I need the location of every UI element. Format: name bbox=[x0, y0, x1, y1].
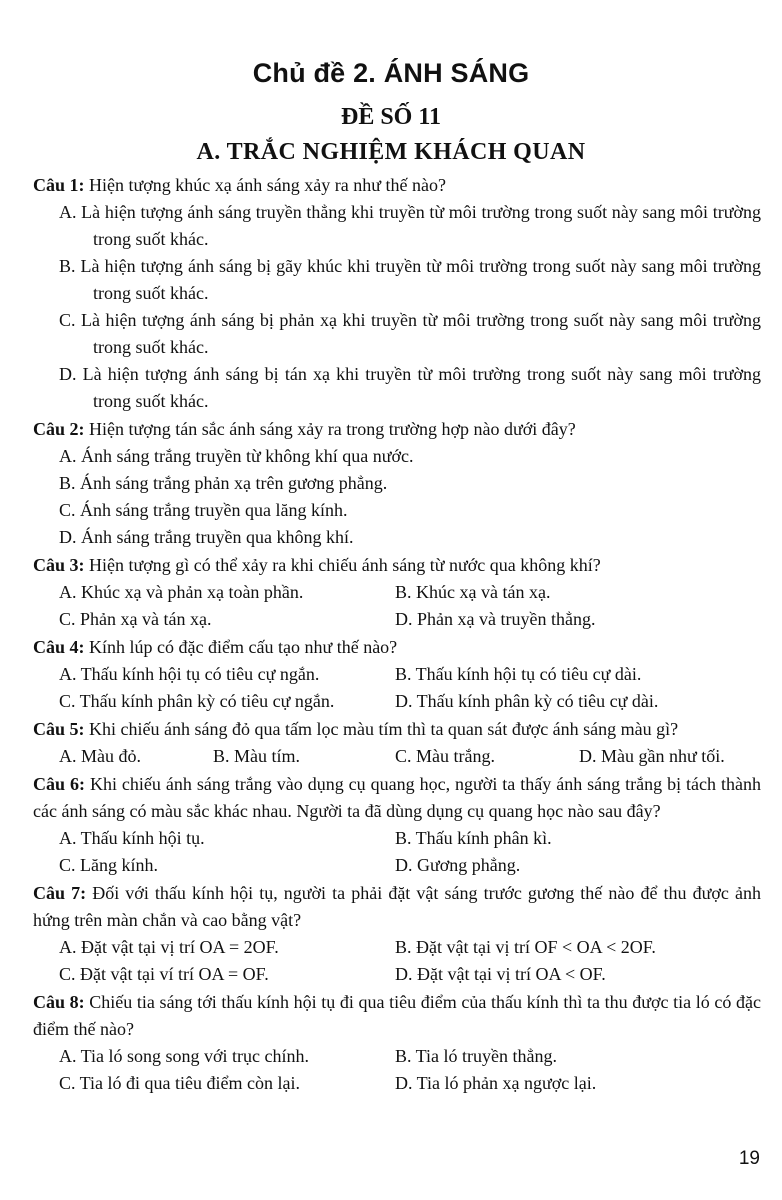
options-grid bbox=[33, 1043, 761, 1097]
options-grid bbox=[33, 579, 761, 633]
question-label: Câu 7: bbox=[33, 883, 87, 903]
option-a: A. Khúc xạ và phản xạ toàn phần. bbox=[59, 582, 304, 602]
question-text: Khi chiếu ánh sáng đỏ qua tấm lọc màu tím thì ta quan sát được ánh sáng màu gì? bbox=[84, 719, 679, 739]
option-c: C. Là hiện tượng ánh sáng bị phản xạ khi truyền từ môi trường trong suốt này sang môi trường trong suốt khác. bbox=[59, 310, 761, 357]
option-a: A. Ánh sáng trắng truyền từ không khí qua nước. bbox=[59, 446, 414, 466]
options-grid bbox=[33, 825, 761, 879]
question-stem bbox=[33, 880, 761, 934]
question-stem bbox=[33, 552, 761, 579]
question-stem bbox=[33, 771, 761, 825]
question-label: Câu 2: bbox=[33, 419, 85, 439]
option-b: B. Khúc xạ và tán xạ. bbox=[395, 582, 551, 602]
option-a: A. Màu đỏ. bbox=[59, 746, 141, 766]
option-a: A. Thấu kính hội tụ có tiêu cự ngắn. bbox=[59, 664, 320, 684]
question-list bbox=[33, 172, 761, 1098]
question-4 bbox=[33, 634, 761, 715]
question-label: Câu 5: bbox=[33, 719, 85, 739]
option-c: C. Lăng kính. bbox=[59, 855, 158, 875]
option-d: D. Màu gần như tối. bbox=[579, 746, 725, 766]
option-c: C. Ánh sáng trắng truyền qua lăng kính. bbox=[59, 500, 348, 520]
question-label: Câu 6: bbox=[33, 774, 85, 794]
option-b: B. Ánh sáng trắng phản xạ trên gương phẳng. bbox=[59, 473, 388, 493]
question-stem bbox=[33, 172, 761, 199]
option-c: C. Phản xạ và tán xạ. bbox=[59, 609, 212, 629]
option-d: D. Thấu kính phân kỳ có tiêu cự dài. bbox=[395, 691, 659, 711]
option-b: B. Là hiện tượng ánh sáng bị gãy khúc khi truyền từ môi trường trong suốt này sang môi trường trong suốt khác. bbox=[59, 256, 761, 303]
question-text: Hiện tượng khúc xạ ánh sáng xảy ra như thế nào? bbox=[84, 175, 446, 195]
option-d: D. Đặt vật tại vị trí OA < OF. bbox=[395, 964, 606, 984]
option-b: B. Thấu kính hội tụ có tiêu cự dài. bbox=[395, 664, 642, 684]
options-grid bbox=[33, 661, 761, 715]
question-stem bbox=[33, 716, 761, 743]
question-2 bbox=[33, 416, 761, 551]
options-row bbox=[33, 743, 761, 770]
question-3 bbox=[33, 552, 761, 633]
exam-title: ĐỀ SỐ 11 bbox=[340, 104, 442, 130]
option-a: A. Thấu kính hội tụ. bbox=[59, 828, 205, 848]
question-text: Đối với thấu kính hội tụ, người ta phải đặt vật sáng trước gương thế nào để thu được ảnh hứng trên màn chắn và cao bằng vật? bbox=[33, 883, 761, 930]
option-c: C. Đặt vật tại ví trí OA = OF. bbox=[59, 964, 269, 984]
option-b: B. Đặt vật tại vị trí OF < OA < 2OF. bbox=[395, 937, 656, 957]
option-d: D. Là hiện tượng ánh sáng bị tán xạ khi truyền từ môi trường trong suốt này sang môi trường trong suốt khác. bbox=[59, 364, 761, 411]
question-stem bbox=[33, 416, 761, 443]
question-7 bbox=[33, 880, 761, 988]
page-number: 19 bbox=[738, 1148, 760, 1169]
option-d: D. Gương phẳng. bbox=[395, 855, 521, 875]
section-title: A. TRẮC NGHIỆM KHÁCH QUAN bbox=[196, 139, 586, 165]
option-c: C. Tia ló đi qua tiêu điểm còn lại. bbox=[59, 1073, 300, 1093]
question-stem bbox=[33, 989, 761, 1043]
option-b: B. Thấu kính phân kì. bbox=[395, 828, 552, 848]
question-5 bbox=[33, 716, 761, 770]
option-d: D. Tia ló phản xạ ngược lại. bbox=[395, 1073, 597, 1093]
question-stem bbox=[33, 634, 761, 661]
option-c: C. Màu trắng. bbox=[395, 746, 495, 766]
question-label: Câu 8: bbox=[33, 992, 85, 1012]
option-d: D. Ánh sáng trắng truyền qua không khí. bbox=[59, 527, 354, 547]
option-c: C. Thấu kính phân kỳ có tiêu cự ngắn. bbox=[59, 691, 335, 711]
question-text: Kính lúp có đặc điểm cấu tạo như thế nào? bbox=[84, 637, 398, 657]
option-d: D. Phản xạ và truyền thẳng. bbox=[395, 609, 596, 629]
question-1 bbox=[33, 172, 761, 415]
question-text: Khi chiếu ánh sáng trắng vào dụng cụ quang học, người ta thấy ánh sáng trắng bị tách thành các ánh sáng có màu sắc khác nhau. Người ta đã dùng dụng cụ quang học nào sau đây? bbox=[33, 774, 761, 821]
question-8 bbox=[33, 989, 761, 1097]
option-a: A. Tia ló song song với trục chính. bbox=[59, 1046, 310, 1066]
question-text: Hiện tượng gì có thể xảy ra khi chiếu ánh sáng từ nước qua không khí? bbox=[84, 555, 601, 575]
option-a: A. Đặt vật tại vị trí OA = 2OF. bbox=[59, 937, 279, 957]
question-text: Chiếu tia sáng tới thấu kính hội tụ đi qua tiêu điểm của thấu kính thì ta thu được tia ló có đặc điểm thế nào? bbox=[33, 992, 761, 1039]
option-b: B. Màu tím. bbox=[213, 746, 301, 766]
question-label: Câu 1: bbox=[33, 175, 85, 195]
question-label: Câu 4: bbox=[33, 637, 85, 657]
options-grid bbox=[33, 934, 761, 988]
option-a: A. Là hiện tượng ánh sáng truyền thẳng khi truyền từ môi trường trong suốt này sang môi trường trong suốt khác. bbox=[59, 202, 761, 249]
option-b: B. Tia ló truyền thẳng. bbox=[395, 1046, 558, 1066]
question-6 bbox=[33, 771, 761, 879]
question-text: Hiện tượng tán sắc ánh sáng xảy ra trong trường hợp nào dưới đây? bbox=[84, 419, 576, 439]
question-label: Câu 3: bbox=[33, 555, 85, 575]
topic-title: Chủ đề 2. ÁNH SÁNG bbox=[252, 58, 530, 88]
